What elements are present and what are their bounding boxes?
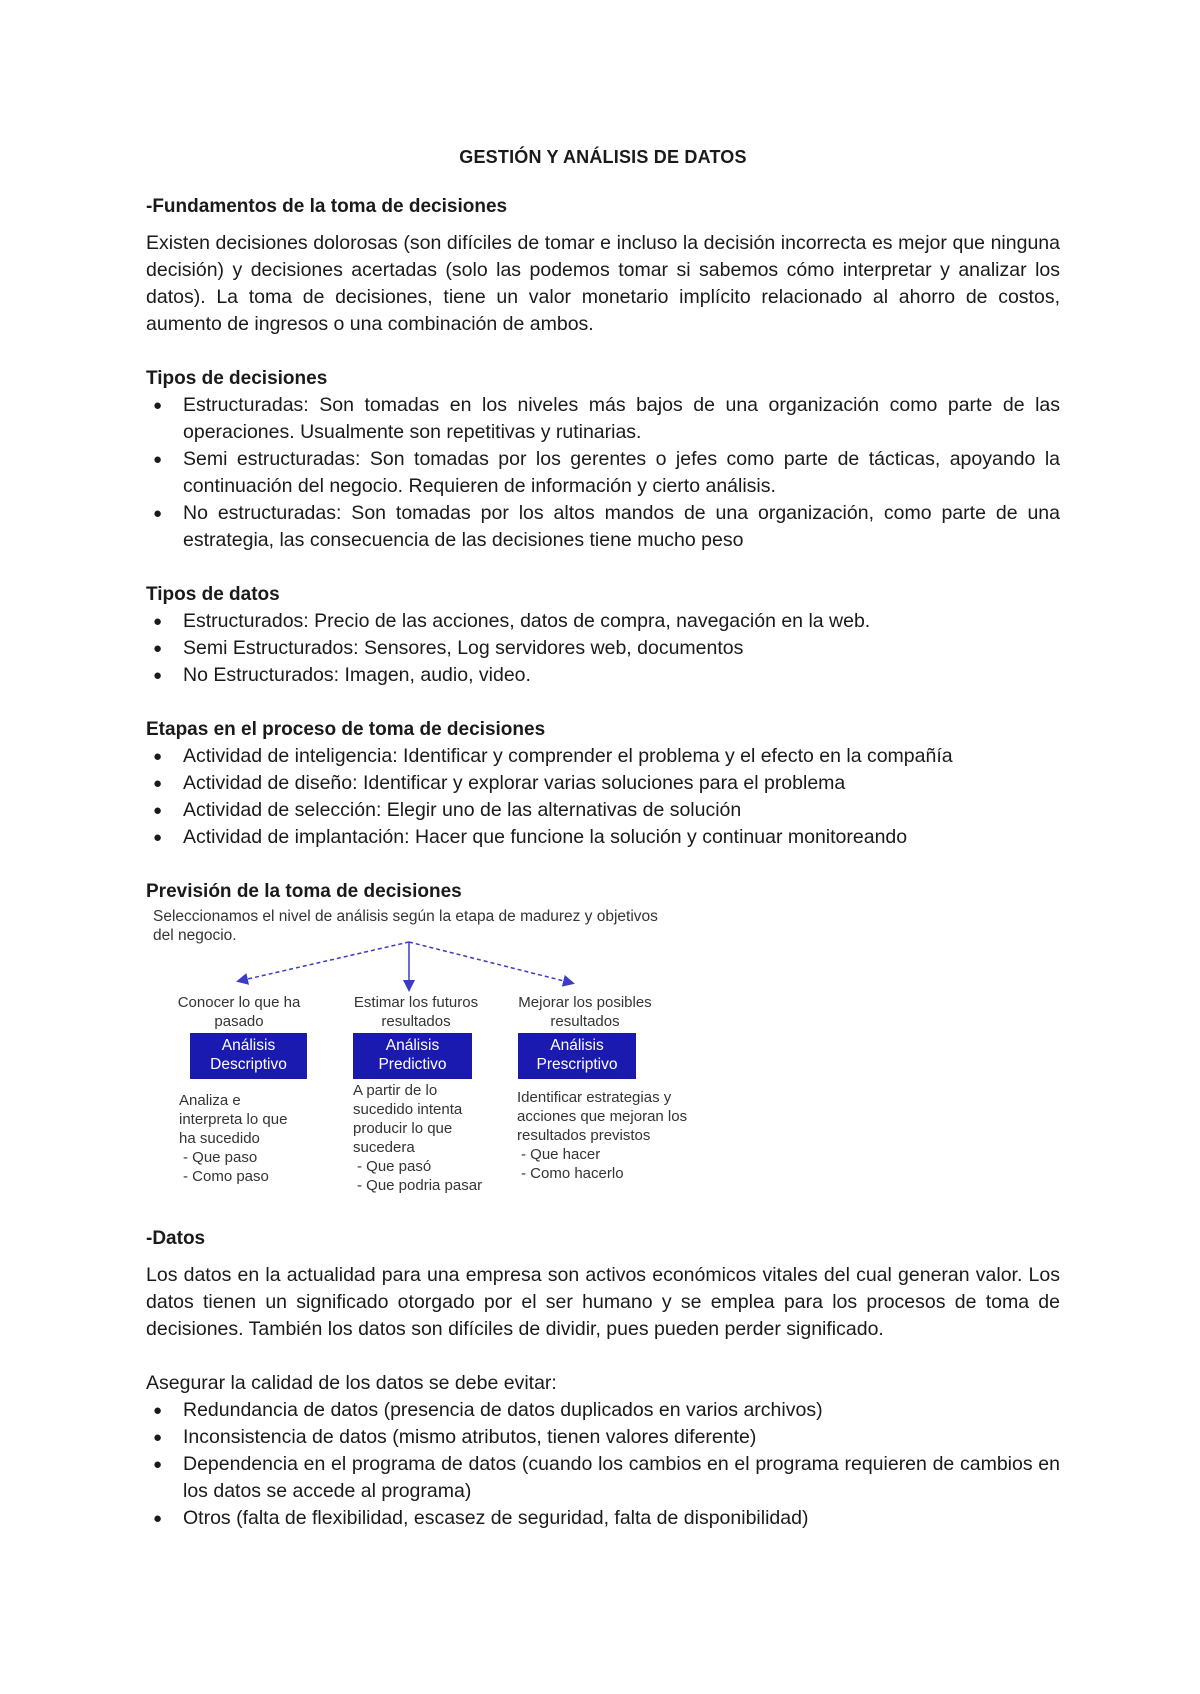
box-analisis-prescriptivo: Análisis Prescriptivo <box>518 1033 636 1079</box>
column-desc-descriptivo: Analiza e interpreta lo que ha sucedido - Que paso - Como paso <box>179 1092 288 1185</box>
list-item: ● Actividad de inteligencia: Identificar y comprender el problema y el efecto en la compañía <box>146 743 1060 770</box>
section-heading-fundamentos: -Fundamentos de la toma de decisiones <box>146 196 508 217</box>
bullet-icon: ● <box>153 613 163 630</box>
tipos-decisiones-list <box>146 392 1060 554</box>
section-heading-tipos-datos: Tipos de datos <box>146 584 280 605</box>
bullet-icon: ● <box>153 1429 163 1446</box>
list-item: ● Redundancia de datos (presencia de datos duplicados en varios archivos) <box>146 1397 1060 1424</box>
list-item: ● Inconsistencia de datos (mismo atributos, tienen valores diferente) <box>146 1424 1060 1451</box>
list-item: ● No Estructurados: Imagen, audio, video. <box>146 662 1060 689</box>
bullet-icon: ● <box>153 1510 163 1527</box>
list-item: ● No estructuradas: Son tomadas por los altos mandos de una organización, como parte de una estrategia, las consecuencia de las decisiones tiene mucho peso <box>153 502 1060 551</box>
bullet-icon: ● <box>153 451 163 468</box>
document-page <box>146 144 1060 1532</box>
calidad-intro: Asegurar la calidad de los datos se debe evitar: <box>146 1372 557 1394</box>
column-head-predictivo: Estimar los futuros resultados <box>353 994 479 1030</box>
bullet-icon: ● <box>153 748 163 765</box>
bullet-icon: ● <box>153 775 163 792</box>
list-item: ● Otros (falta de flexibilidad, escasez de seguridad, falta de disponibilidad) <box>146 1505 1060 1532</box>
section-heading-etapas: Etapas en el proceso de toma de decisiones <box>146 719 546 740</box>
tipos-datos-list <box>146 608 1060 689</box>
bullet-icon: ● <box>153 1456 163 1473</box>
list-item: ● Actividad de implantación: Hacer que funcione la solución y continuar monitoreando <box>146 824 1060 851</box>
list-item: ● Estructurados: Precio de las acciones, datos de compra, navegación en la web. <box>146 608 1060 635</box>
bullet-icon: ● <box>153 505 163 522</box>
diagram-intro: Seleccionamos el nivel de análisis según la etapa de madurez y objetivos del negocio. <box>153 908 658 944</box>
arrow-right <box>409 942 572 983</box>
list-item: ● Actividad de diseño: Identificar y explorar varias soluciones para el problema <box>146 770 1060 797</box>
column-desc-predictivo: A partir de lo sucedido intenta producir lo que sucedera - Que pasó - Que podria pasar <box>353 1082 483 1194</box>
list-item: ● Semi Estructurados: Sensores, Log servidores web, documentos <box>146 635 1060 662</box>
column-head-descriptivo: Conocer lo que ha pasado <box>177 994 301 1030</box>
column-desc-prescriptivo: Identificar estrategias y acciones que mejoran los resultados previstos - Que hacer - Como hacerlo <box>517 1089 688 1182</box>
list-item: ● Dependencia en el programa de datos (cuando los cambios en el programa requieren de cambios en los datos se accede al programa) <box>153 1453 1060 1502</box>
box-analisis-predictivo: Análisis Predictivo <box>353 1033 472 1079</box>
analysis-diagram <box>146 907 1060 1217</box>
section-heading-prevision: Previsión de la toma de decisiones <box>146 881 462 902</box>
bullet-icon: ● <box>153 667 163 684</box>
list-item: ● Semi estructuradas: Son tomadas por los gerentes o jefes como parte de tácticas, apoyando la continuación del negocio. Requieren de información y cierto análisis. <box>153 448 1060 497</box>
bullet-icon: ● <box>153 397 163 414</box>
bullet-icon: ● <box>153 802 163 819</box>
bullet-icon: ● <box>153 1402 163 1419</box>
column-head-prescriptivo: Mejorar los posibles resultados <box>518 994 652 1030</box>
arrow-left <box>239 942 409 981</box>
list-item: ● Actividad de selección: Elegir uno de las alternativas de solución <box>146 797 1060 824</box>
section-heading-datos: -Datos <box>146 1228 206 1249</box>
bullet-icon: ● <box>153 829 163 846</box>
list-item: ● Estructuradas: Son tomadas en los niveles más bajos de una organización como parte de las operaciones. Usualmente son repetitivas y rutinarias. <box>153 394 1060 443</box>
document-title: GESTIÓN Y ANÁLISIS DE DATOS <box>459 147 747 167</box>
box-analisis-descriptivo: Análisis Descriptivo <box>190 1033 307 1079</box>
section-heading-tipos-decisiones: Tipos de decisiones <box>146 368 328 389</box>
fundamentos-paragraph: Existen decisiones dolorosas (son difíciles de tomar e incluso la decisión incorrecta es mejor que ninguna decisión) y decisiones acertadas (solo las podemos tomar si sabemos cómo interpretar y analizar los datos). La toma de decisiones, tiene un valor monetario implícito relacionado al ahorro de costos, aumento de ingresos o una combinación de ambos. <box>146 232 1060 335</box>
etapas-list <box>146 743 1060 851</box>
bullet-icon: ● <box>153 640 163 657</box>
datos-paragraph: Los datos en la actualidad para una empresa son activos económicos vitales del cual generan valor. Los datos tienen un significado otorgado por el ser humano y se emplea para los procesos de toma de decisiones. También los datos son difíciles de dividir, pues pueden perder significado. <box>146 1264 1060 1340</box>
calidad-list <box>146 1397 1060 1532</box>
